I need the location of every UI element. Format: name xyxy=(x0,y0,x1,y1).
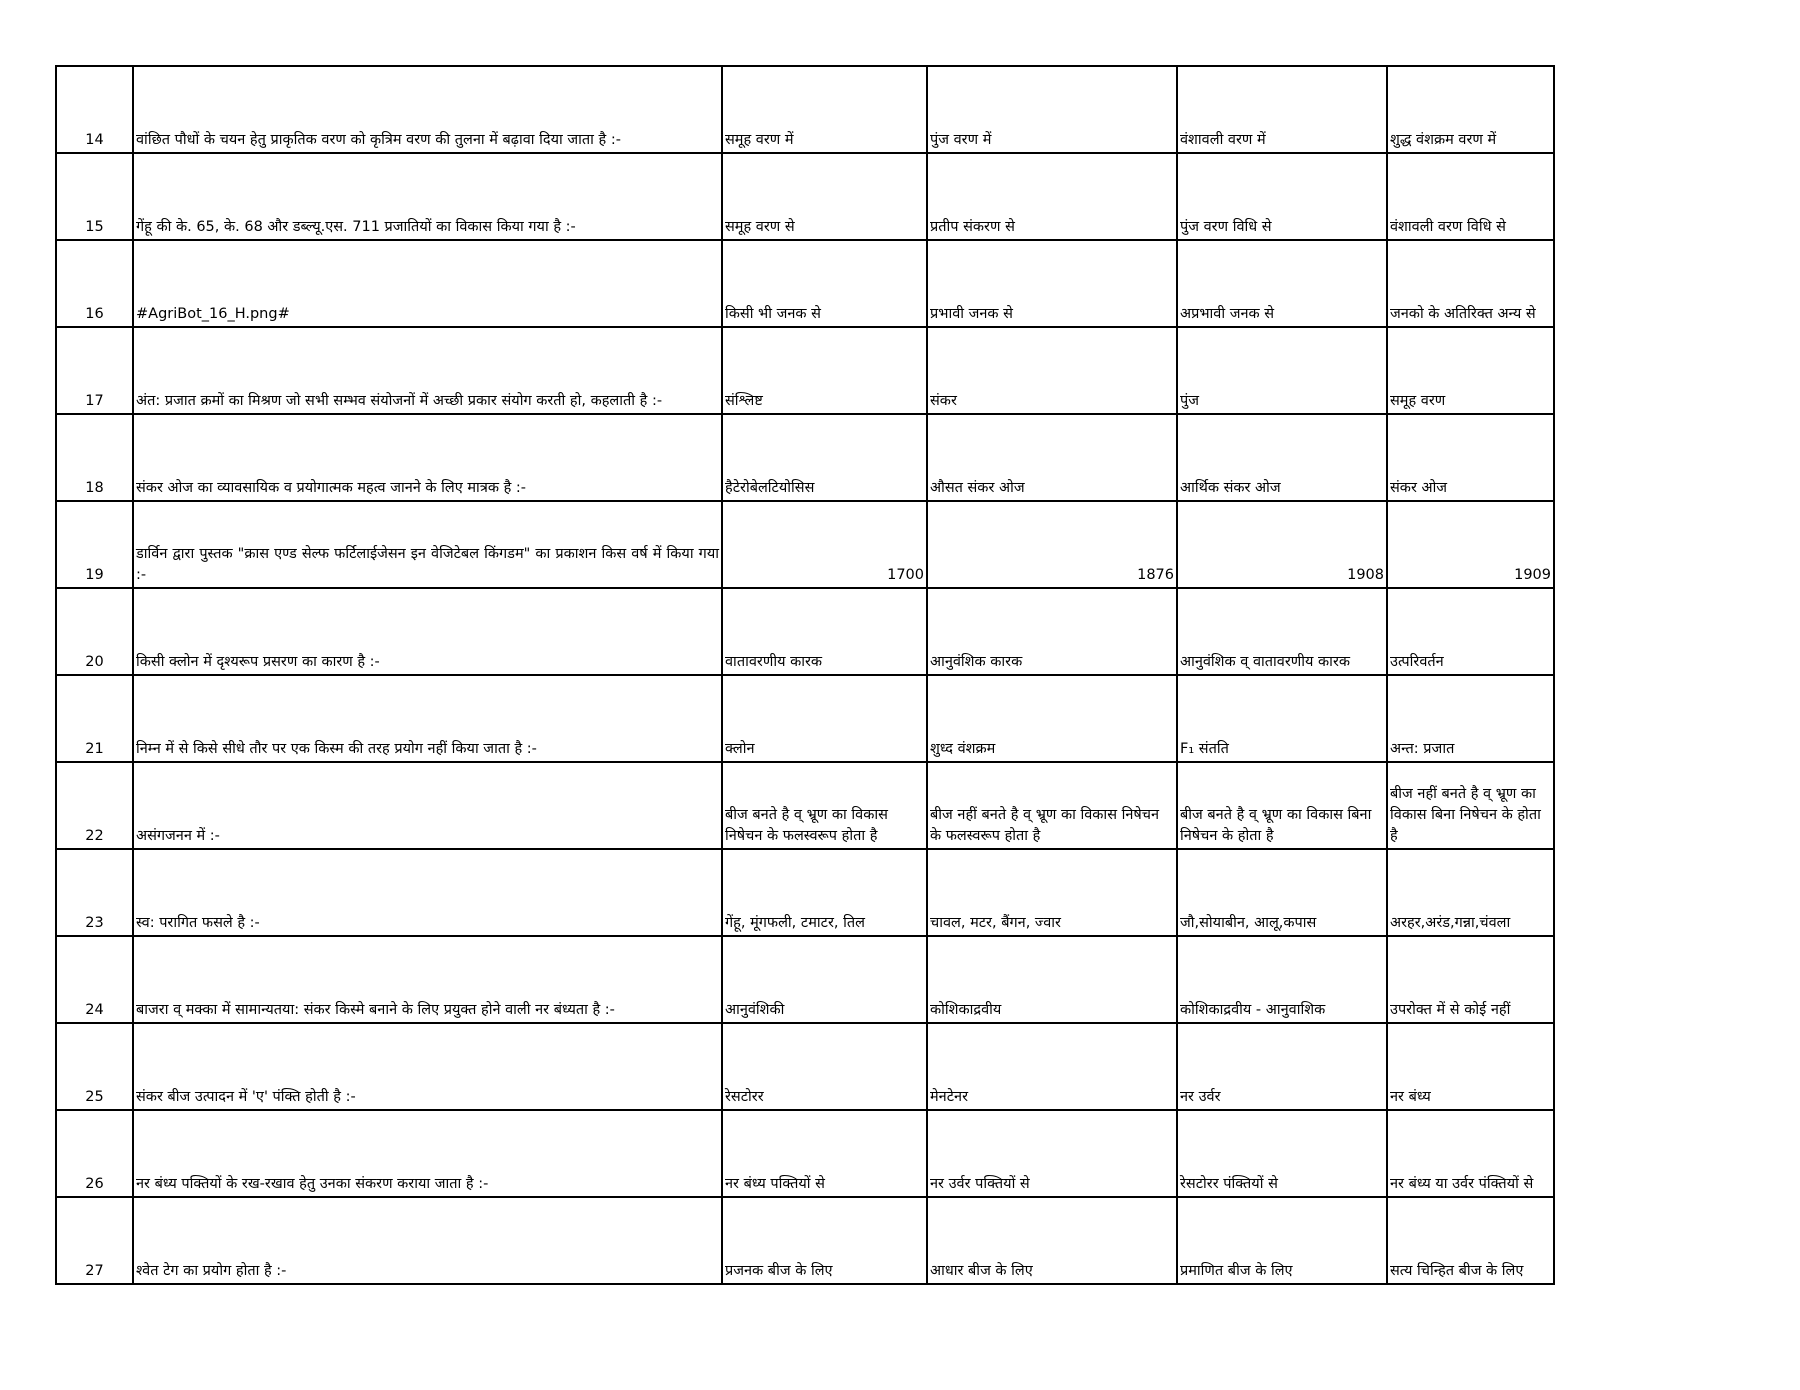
option-1: नर बंध्य पक्तियों से xyxy=(722,1110,927,1197)
option-4: समूह वरण xyxy=(1387,327,1554,414)
option-2: मेनटेनर xyxy=(927,1023,1177,1110)
option-1: समूह वरण से xyxy=(722,153,927,240)
option-3: अप्रभावी जनक से xyxy=(1177,240,1387,327)
question-text: किसी क्लोन में दृश्यरूप प्रसरण का कारण है :- xyxy=(133,588,722,675)
question-text: निम्न में से किसे सीधे तौर पर एक किस्म की तरह प्रयोग नहीं किया जाता है :- xyxy=(133,675,722,762)
option-1: क्लोन xyxy=(722,675,927,762)
table-row xyxy=(56,675,1554,762)
option-4: उत्परिवर्तन xyxy=(1387,588,1554,675)
question-text: संकर बीज उत्पादन में 'ए' पंक्ति होती है :- xyxy=(133,1023,722,1110)
table-row xyxy=(56,66,1554,153)
option-3: पुंज वरण विधि से xyxy=(1177,153,1387,240)
option-4: नर बंध्य या उर्वर पंक्तियों से xyxy=(1387,1110,1554,1197)
option-4: सत्य चिन्हित बीज के लिए xyxy=(1387,1197,1554,1284)
option-1: समूह वरण में xyxy=(722,66,927,153)
question-number: 26 xyxy=(56,1110,133,1197)
question-text: अंत: प्रजात क्रमों का मिश्रण जो सभी सम्भव संयोजनों में अच्छी प्रकार संयोग करती हो, कहलाती है :- xyxy=(133,327,722,414)
question-text: बाजरा व् मक्का में सामान्यतया: संकर किस्मे बनाने के लिए प्रयुक्त होने वाली नर बंध्यता है :- xyxy=(133,936,722,1023)
option-2: आनुवंशिक कारक xyxy=(927,588,1177,675)
option-1: हैटेरोबेलटियोसिस xyxy=(722,414,927,501)
question-text: नर बंध्य पक्तियों के रख-रखाव हेतु उनका संकरण कराया जाता है :- xyxy=(133,1110,722,1197)
option-3: बीज बनते है व् भ्रूण का विकास बिना निषेचन के होता है xyxy=(1177,762,1387,849)
option-1: प्रजनक बीज के लिए xyxy=(722,1197,927,1284)
table-row xyxy=(56,1023,1554,1110)
option-1: गेंहू, मूंगफली, टमाटर, तिल xyxy=(722,849,927,936)
option-2: बीज नहीं बनते है व् भ्रूण का विकास निषेचन के फलस्वरूप होता है xyxy=(927,762,1177,849)
question-number: 16 xyxy=(56,240,133,327)
option-4: वंशावली वरण विधि से xyxy=(1387,153,1554,240)
table-row xyxy=(56,1110,1554,1197)
question-number: 15 xyxy=(56,153,133,240)
option-3: F₁ संतति xyxy=(1177,675,1387,762)
table-row xyxy=(56,1197,1554,1284)
option-4: बीज नहीं बनते है व् भ्रूण का विकास बिना निषेचन के होता है xyxy=(1387,762,1554,849)
question-number: 17 xyxy=(56,327,133,414)
question-number: 21 xyxy=(56,675,133,762)
option-1: वातावरणीय कारक xyxy=(722,588,927,675)
option-3: पुंज xyxy=(1177,327,1387,414)
option-1: 1700 xyxy=(722,501,927,588)
option-1: संश्लिष्ट xyxy=(722,327,927,414)
question-number: 14 xyxy=(56,66,133,153)
question-text: डार्विन द्वारा पुस्तक "क्रास एण्ड सेल्फ फर्टिलाईजेसन इन वेजिटेबल किंगडम" का प्रकाशन किस वर्ष में किया गया :- xyxy=(133,501,722,588)
question-number: 24 xyxy=(56,936,133,1023)
option-4: संकर ओज xyxy=(1387,414,1554,501)
question-text: संकर ओज का व्यावसायिक व प्रयोगात्मक महत्व जानने के लिए मात्रक है :- xyxy=(133,414,722,501)
option-3: प्रमाणित बीज के लिए xyxy=(1177,1197,1387,1284)
option-1: आनुवंशिकी xyxy=(722,936,927,1023)
option-3: रेसटोरर पंक्तियों से xyxy=(1177,1110,1387,1197)
question-text: स्व: परागित फसले है :- xyxy=(133,849,722,936)
option-3: वंशावली वरण में xyxy=(1177,66,1387,153)
option-2: संकर xyxy=(927,327,1177,414)
question-sheet xyxy=(55,65,1555,1285)
option-1: रेसटोरर xyxy=(722,1023,927,1110)
question-text: गेंहू की के. 65, के. 68 और डब्ल्यू.एस. 711 प्रजातियों का विकास किया गया है :- xyxy=(133,153,722,240)
table-row xyxy=(56,588,1554,675)
option-4: शुद्ध वंशक्रम वरण में xyxy=(1387,66,1554,153)
table-row xyxy=(56,327,1554,414)
option-4: अरहर,अरंड,गन्ना,चंवला xyxy=(1387,849,1554,936)
option-2: शुध्द वंशक्रम xyxy=(927,675,1177,762)
question-number: 25 xyxy=(56,1023,133,1110)
table-row xyxy=(56,936,1554,1023)
option-3: आनुवंशिक व् वातावरणीय कारक xyxy=(1177,588,1387,675)
question-number: 23 xyxy=(56,849,133,936)
question-rows xyxy=(56,66,1554,1284)
question-number: 27 xyxy=(56,1197,133,1284)
option-4: 1909 xyxy=(1387,501,1554,588)
table-row xyxy=(56,240,1554,327)
question-text: असंगजनन में :- xyxy=(133,762,722,849)
option-3: नर उर्वर xyxy=(1177,1023,1387,1110)
option-2: प्रतीप संकरण से xyxy=(927,153,1177,240)
table-row xyxy=(56,153,1554,240)
option-1: बीज बनते है व् भ्रूण का विकास निषेचन के फलस्वरूप होता है xyxy=(722,762,927,849)
option-3: जौ,सोयाबीन, आलू,कपास xyxy=(1177,849,1387,936)
table-row xyxy=(56,414,1554,501)
question-number: 19 xyxy=(56,501,133,588)
table-row xyxy=(56,501,1554,588)
option-2: कोशिकाद्रवीय xyxy=(927,936,1177,1023)
option-3: 1908 xyxy=(1177,501,1387,588)
question-text: #AgriBot_16_H.png# xyxy=(133,240,722,327)
option-2: चावल, मटर, बैंगन, ज्वार xyxy=(927,849,1177,936)
option-4: उपरोक्त में से कोई नहीं xyxy=(1387,936,1554,1023)
option-1: किसी भी जनक से xyxy=(722,240,927,327)
table-row xyxy=(56,762,1554,849)
question-number: 18 xyxy=(56,414,133,501)
option-2: आधार बीज के लिए xyxy=(927,1197,1177,1284)
option-4: नर बंध्य xyxy=(1387,1023,1554,1110)
option-4: जनको के अतिरिक्त अन्य से xyxy=(1387,240,1554,327)
question-number: 22 xyxy=(56,762,133,849)
question-text: श्वेत टेग का प्रयोग होता है :- xyxy=(133,1197,722,1284)
option-2: प्रभावी जनक से xyxy=(927,240,1177,327)
option-2: पुंज वरण में xyxy=(927,66,1177,153)
option-2: नर उर्वर पक्तियों से xyxy=(927,1110,1177,1197)
option-2: 1876 xyxy=(927,501,1177,588)
table-row xyxy=(56,849,1554,936)
question-number: 20 xyxy=(56,588,133,675)
option-3: कोशिकाद्रवीय - आनुवाशिक xyxy=(1177,936,1387,1023)
question-text: वांछित पौधों के चयन हेतु प्राकृतिक वरण को कृत्रिम वरण की तुलना में बढ़ावा दिया जाता है :- xyxy=(133,66,722,153)
option-2: औसत संकर ओज xyxy=(927,414,1177,501)
option-3: आर्थिक संकर ओज xyxy=(1177,414,1387,501)
option-4: अन्त: प्रजात xyxy=(1387,675,1554,762)
